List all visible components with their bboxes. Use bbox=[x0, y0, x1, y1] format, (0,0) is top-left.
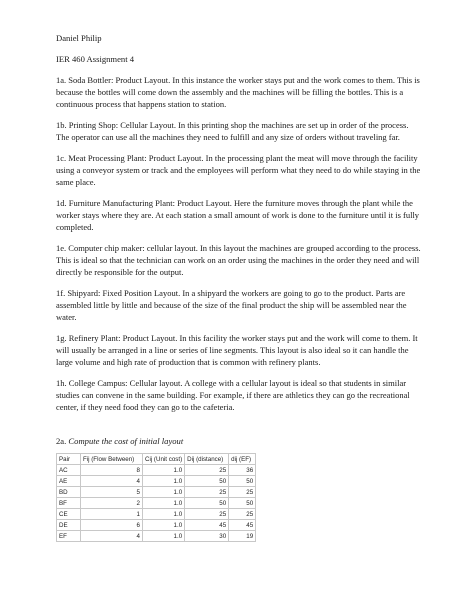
cell-unit-cost: 1.0 bbox=[143, 520, 185, 531]
cell-pair: CE bbox=[57, 509, 81, 520]
author-name: Daniel Philip bbox=[56, 33, 102, 43]
cell-unit-cost: 1.0 bbox=[143, 476, 185, 487]
table-row bbox=[57, 498, 256, 509]
cell-ef: 19 bbox=[229, 531, 256, 542]
cell-distance: 25 bbox=[185, 509, 229, 520]
paragraph-1b: 1b. Printing Shop: Cellular Layout. In this printing shop the machines are set up in order of the process. The operator can use all the machines they need to fulfill and any size of orders without traveling far. bbox=[56, 120, 409, 142]
header-flow: Fij (Flow Between) bbox=[81, 454, 143, 465]
cell-pair: AE bbox=[57, 476, 81, 487]
cell-pair: BF bbox=[57, 498, 81, 509]
cell-unit-cost: 1.0 bbox=[143, 498, 185, 509]
paragraph-1a: 1a. Soda Bottler: Product Layout. In this instance the worker stays put and the work comes to them. This is because the bottles will come down the assembly and the machines will be filling the bottles. This is a continuous process that happens station to station. bbox=[56, 75, 420, 109]
section-2a-label: 2a. bbox=[56, 436, 67, 446]
cell-distance: 25 bbox=[185, 487, 229, 498]
cell-pair: DE bbox=[57, 520, 81, 531]
header-ef: dij (EF) bbox=[229, 454, 256, 465]
header-distance: Dij (distance) bbox=[185, 454, 229, 465]
cell-ef: 25 bbox=[229, 487, 256, 498]
section-2a-title: Compute the cost of initial layout bbox=[68, 436, 184, 446]
cell-flow: 8 bbox=[81, 465, 143, 476]
cell-flow: 2 bbox=[81, 498, 143, 509]
cell-unit-cost: 1.0 bbox=[143, 487, 185, 498]
table-header-row bbox=[57, 454, 256, 465]
cell-distance: 50 bbox=[185, 498, 229, 509]
cell-distance: 30 bbox=[185, 531, 229, 542]
cell-ef: 50 bbox=[229, 476, 256, 487]
table-row bbox=[57, 476, 256, 487]
cell-distance: 45 bbox=[185, 520, 229, 531]
cell-unit-cost: 1.0 bbox=[143, 509, 185, 520]
paragraph-1g: 1g. Refinery Plant: Product Layout. In this facility the worker stays put and the work will come to them. It will usually be arranged in a line or series of line segments. This layout is also ideal so it can handle the large volume and high rate of production that is common with refinery plants. bbox=[56, 333, 418, 367]
paragraph-1e: 1e. Computer chip maker: cellular layout. In this layout the machines are grouped according to the process. This is ideal so that the technician can work on an order using the machines in the order they need and will directly be responsible for the output. bbox=[56, 243, 421, 277]
cell-flow: 5 bbox=[81, 487, 143, 498]
cell-distance: 50 bbox=[185, 476, 229, 487]
cell-flow: 4 bbox=[81, 476, 143, 487]
table-row bbox=[57, 487, 256, 498]
table-row bbox=[57, 520, 256, 531]
cell-pair: AC bbox=[57, 465, 81, 476]
cell-flow: 4 bbox=[81, 531, 143, 542]
table-row bbox=[57, 509, 256, 520]
table-row bbox=[57, 465, 256, 476]
cell-ef: 50 bbox=[229, 498, 256, 509]
table-row bbox=[57, 531, 256, 542]
paragraph-1d: 1d. Furniture Manufacturing Plant: Product Layout. Here the furniture moves through the plant while the worker stays where they are. At each station a small amount of work is done to the furniture until it is fully completed. bbox=[56, 198, 420, 232]
cell-flow: 1 bbox=[81, 509, 143, 520]
header-pair: Pair bbox=[57, 454, 81, 465]
cell-distance: 25 bbox=[185, 465, 229, 476]
paragraph-1c: 1c. Meat Processing Plant: Product Layout. In the processing plant the meat will move through the facility using a conveyor system or track and the employees will perform what they need to do while staying in the same place. bbox=[56, 153, 421, 187]
cell-unit-cost: 1.0 bbox=[143, 465, 185, 476]
section-2a-heading bbox=[56, 435, 422, 447]
paragraph-1f: 1f. Shipyard: Fixed Position Layout. In a shipyard the workers are going to go to the product. Parts are assembled little by little and because of the size of the final product the ship will be assembled near the water. bbox=[56, 288, 407, 322]
cell-flow: 6 bbox=[81, 520, 143, 531]
cell-unit-cost: 1.0 bbox=[143, 531, 185, 542]
cell-ef: 25 bbox=[229, 509, 256, 520]
cell-pair: EF bbox=[57, 531, 81, 542]
assignment-title: IER 460 Assignment 4 bbox=[56, 54, 135, 64]
cell-ef: 45 bbox=[229, 520, 256, 531]
paragraph-1h: 1h. College Campus: Cellular layout. A college with a cellular layout is ideal so that students in similar studies can convene in the same building. For example, if there are athletics they can go the recreational center, if they need food they can go to the cafeteria. bbox=[56, 378, 410, 412]
cell-ef: 36 bbox=[229, 465, 256, 476]
header-unit-cost: Cij (Unit cost) bbox=[143, 454, 185, 465]
cell-pair: BD bbox=[57, 487, 81, 498]
cost-table bbox=[56, 453, 256, 542]
